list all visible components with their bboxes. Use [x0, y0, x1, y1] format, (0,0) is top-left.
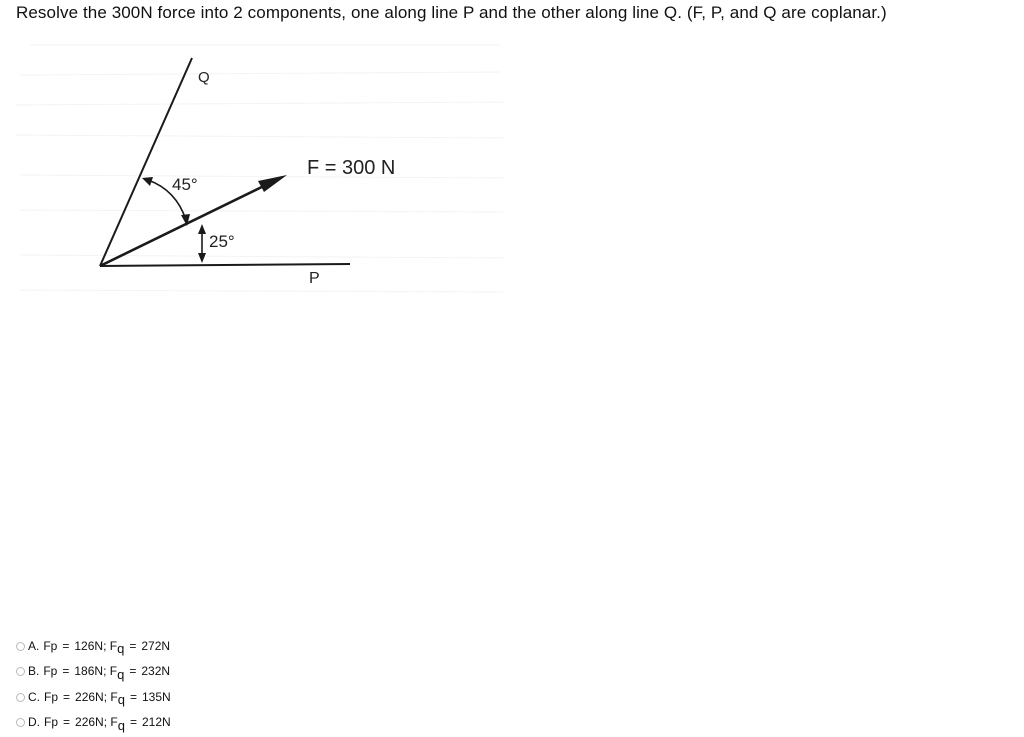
fp-label: Fp [44, 689, 59, 704]
fq-value: 232N [141, 664, 171, 679]
option-letter: B. [28, 664, 40, 679]
line-q [100, 58, 192, 266]
fq-subscript: q [117, 666, 125, 682]
force-diagram [0, 0, 520, 300]
scan-texture [15, 45, 505, 292]
equals-sign: = [62, 664, 70, 679]
fp-value: 126N; [74, 638, 107, 653]
option-a[interactable] [16, 633, 171, 659]
force-arrowhead [258, 175, 287, 192]
option-letter: A. [28, 638, 40, 653]
option-letter: C. [28, 689, 40, 704]
line-p [100, 264, 350, 266]
option-d[interactable] [16, 710, 171, 736]
equals-sign: = [129, 689, 137, 704]
label-force: F = 300 N [307, 157, 396, 179]
equals-sign: = [63, 689, 71, 704]
label-q: Q [198, 69, 210, 86]
option-b[interactable] [16, 659, 171, 685]
fq-label: F [109, 664, 118, 679]
angle-arrowhead-45a [142, 177, 153, 186]
fq-subscript: q [117, 717, 125, 733]
fp-label: Fp [43, 638, 58, 653]
fp-value: 226N; [75, 715, 108, 730]
equals-sign: = [129, 664, 137, 679]
fp-value: 186N; [74, 664, 107, 679]
radio-button[interactable] [16, 642, 25, 651]
option-c[interactable] [16, 684, 171, 710]
fq-value: 135N [142, 689, 171, 704]
label-p: P [309, 270, 320, 287]
fq-label: F [110, 715, 118, 730]
question-text: Resolve the 300N force into 2 components, one along line P and the other along line Q. (F, P, and Q are coplanar.) [16, 3, 887, 22]
equals-sign: = [62, 638, 70, 653]
angle-arrowhead-25b [198, 253, 206, 263]
fq-label: F [109, 638, 118, 653]
fp-label: Fp [43, 664, 58, 679]
fq-label: F [110, 689, 118, 704]
label-angle-45: 45° [172, 175, 198, 194]
fp-value: 226N; [75, 689, 108, 704]
equals-sign: = [129, 638, 137, 653]
force-arrow [100, 183, 270, 266]
angle-arrowhead-25a [198, 224, 206, 234]
radio-button[interactable] [16, 667, 25, 676]
equals-sign: = [63, 715, 71, 730]
fq-value: 212N [142, 715, 171, 730]
answer-options [16, 633, 171, 735]
label-angle-25: 25° [209, 232, 235, 251]
fq-subscript: q [117, 692, 125, 708]
radio-button[interactable] [16, 718, 25, 727]
equals-sign: = [129, 715, 137, 730]
fq-subscript: q [117, 641, 125, 657]
fp-label: Fp [44, 715, 59, 730]
option-letter: D. [28, 715, 40, 730]
radio-button[interactable] [16, 693, 25, 702]
fq-value: 272N [141, 638, 171, 653]
